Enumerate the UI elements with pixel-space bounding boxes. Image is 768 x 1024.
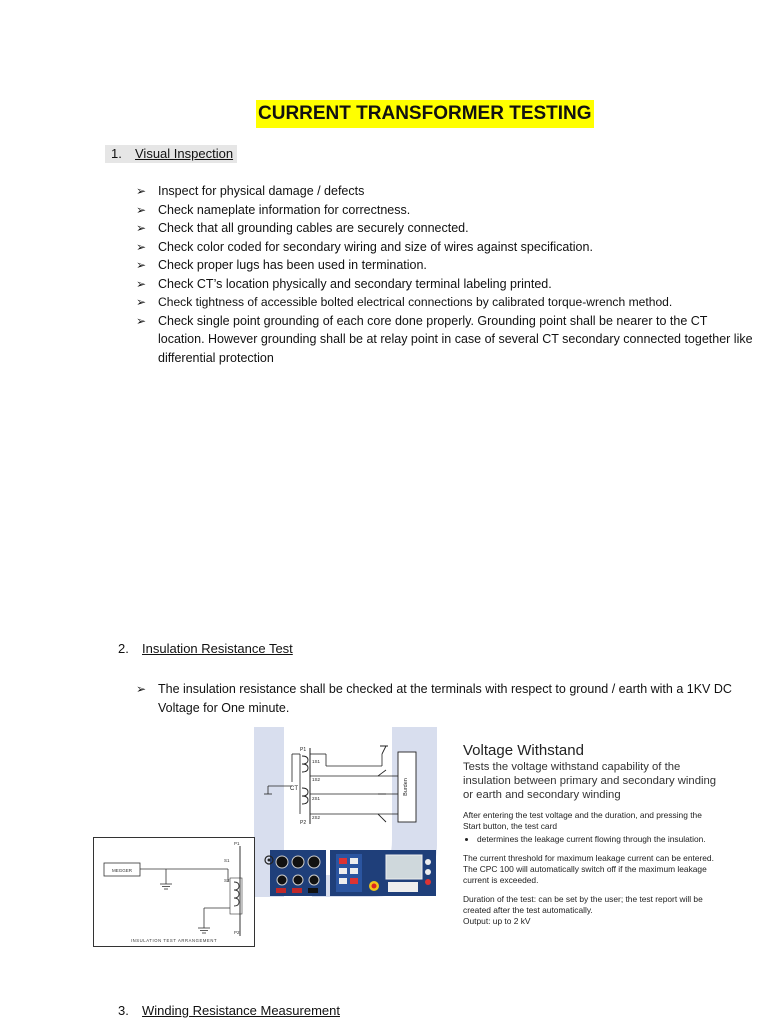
arrow-bullet-icon: ➢ [136,202,147,217]
terminal-label: 2S1 [312,796,321,801]
section-number: 2. [118,641,129,656]
terminal-label: 1S2 [312,777,321,782]
arrow-bullet-icon: ➢ [136,258,147,272]
arrow-bullet-icon: ➢ [136,221,147,235]
list-item: ➢ Check color coded for secondary wiring and size of wires against specification. [136,238,756,257]
arrow-bullet-icon: ➢ [136,276,147,291]
burden-label: Burden [403,778,409,796]
ct-label: CT [290,786,298,792]
arrow-bullet-icon: ➢ [136,682,147,696]
arrow-bullet-icon: ➢ [136,239,147,254]
terminal-label: P2 [300,820,307,826]
page-title: CURRENT TRANSFORMER TESTING [256,100,594,128]
arrow-bullet-icon: ➢ [136,313,147,328]
list-item: ➢ Check proper lugs has been used in termination. [136,256,756,275]
section-2-heading [118,640,293,658]
voltage-withstand-panel [463,742,718,927]
section-title: Insulation Resistance Test [142,641,293,656]
terminal-label: S2 [224,878,230,883]
insulation-test-schematic [94,838,254,946]
section-1-bullet-list [136,182,756,367]
terminal-label: P1 [234,841,240,846]
voltage-withstand-lead: Tests the voltage withstand capability of the insulation between primary and secondary winding or earth and secondary winding [463,761,717,801]
insulation-test-arrangement-diagram [93,837,255,947]
terminal-label: S1 [224,858,230,863]
arrow-bullet-icon: ➢ [136,295,147,309]
terminal-label: P1 [300,747,307,753]
voltage-withstand-para1: After entering the test voltage and the duration, and pressing the Start button, the test card • determines the leakage current flowing through the insulation. [463,810,718,845]
test-set-terminal-panel [270,850,326,896]
section-3-heading [118,1002,340,1020]
section-number: 3. [118,1003,129,1018]
terminal-label: 1S1 [312,759,321,764]
list-item: ➢ Check that all grounding cables are securely connected. [136,219,756,238]
list-item: ➢ Check tightness of accessible bolted electrical connections by calibrated torque-wrench method. [136,293,756,312]
cpc100-front-panel [330,850,436,896]
section-number: 1. [111,146,122,161]
ct-wiring-schematic [262,742,432,832]
voltage-withstand-para3: Duration of the test: can be set by the user; the test report will be created after the test automatically. [463,894,703,915]
list-item: ➢ Check nameplate information for correctness. [136,201,756,220]
section-title: Winding Resistance Measurement [142,1003,340,1018]
voltage-withstand-para2: The current threshold for maximum leakage current can be entered. The CPC 100 will automatically switch off if the maximum leakage current is exceeded. [463,853,714,885]
terminal-label: P2 [234,930,240,935]
section-1-heading [105,145,237,163]
arrow-bullet-icon: ➢ [136,184,147,198]
section-title: Visual Inspection [135,146,234,161]
megger-label: MEGGER [111,868,133,873]
connector-plug-icon [262,853,276,867]
list-item: ➢ Check single point grounding of each core done properly. Grounding point shall be nearer to the CT location. However grounding shall be at relay point in case of several CT secondary connected together like differential protection [136,313,753,365]
list-item: ➢ The insulation resistance shall be checked at the terminals with respect to ground / earth with a 1KV DC Voltage for One minute. [136,682,732,715]
diagram-caption: INSULATION TEST ARRANGEMENT [130,938,218,943]
voltage-withstand-output: Output: up to 2 kV [463,916,531,926]
voltage-withstand-title: Voltage Withstand [463,742,584,759]
list-item: ➢ Inspect for physical damage / defects [136,182,756,201]
list-item: • determines the leakage current flowing through the insulation. [477,834,718,845]
list-item: ➢ Check CT’s location physically and secondary terminal labeling printed. [136,275,756,294]
terminal-label: 2S2 [312,815,321,820]
section-2-bullet-list [136,680,736,717]
